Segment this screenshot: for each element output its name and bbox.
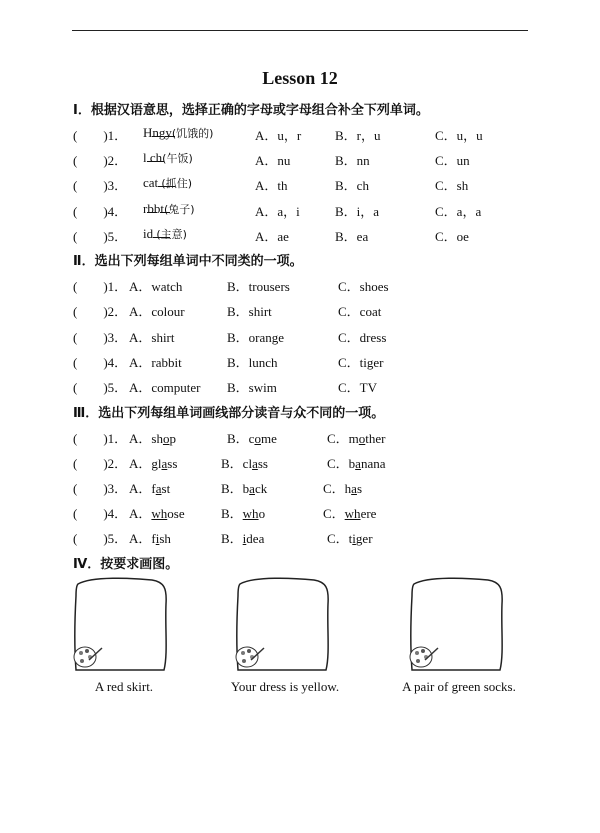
question-number: ( )1． <box>73 431 128 446</box>
option-c: C．TV <box>338 380 378 395</box>
caption-3: A pair of green socks. <box>402 679 516 694</box>
option-a: A．glass <box>129 456 178 471</box>
option-c: C．has <box>323 481 363 496</box>
question-number: ( )2． <box>73 153 128 168</box>
option-b: B．class <box>221 456 268 471</box>
option-c: C．tiger <box>338 355 384 370</box>
section-4-heading: Ⅳ．按要求画图。 <box>73 557 179 572</box>
question-number: ( )1． <box>73 279 128 294</box>
option-c: C．u，u <box>435 128 483 143</box>
palette-icon <box>236 647 264 667</box>
question-number: ( )4． <box>73 204 128 219</box>
option-b: B．idea <box>221 531 265 546</box>
option-c: C．sh <box>435 178 469 193</box>
option-b: B．shirt <box>227 304 272 319</box>
option-b: B．i，a <box>335 204 380 219</box>
question-number: ( )3． <box>73 178 128 193</box>
option-c: C．shoes <box>338 279 389 294</box>
section-2-heading: Ⅱ．选出下列每组单词中不同类的一项。 <box>73 254 303 269</box>
question-number: ( )4． <box>73 506 128 521</box>
option-c: C．a，a <box>435 204 482 219</box>
question-number: ( )3． <box>73 481 128 496</box>
option-b: B．who <box>221 506 266 521</box>
page-title: Lesson 12 <box>262 68 338 88</box>
drawing-frame-2[interactable] <box>234 574 330 672</box>
option-b: B．trousers <box>227 279 290 294</box>
option-a: A．nu <box>255 153 291 168</box>
option-c: C．un <box>435 153 470 168</box>
option-b: B．orange <box>227 330 285 345</box>
option-a: A．rabbit <box>129 355 182 370</box>
option-b: B．swim <box>227 380 277 395</box>
palette-icon <box>74 647 102 667</box>
option-b: B．r，u <box>335 128 381 143</box>
question-number: ( )4． <box>73 355 128 370</box>
option-a: A．watch <box>129 279 183 294</box>
question-word: id (主意) <box>143 226 187 241</box>
option-a: A．computer <box>129 380 201 395</box>
question-number: ( )2． <box>73 456 128 471</box>
option-b: B．come <box>227 431 277 446</box>
question-number: ( )5． <box>73 229 128 244</box>
option-a: A．fish <box>129 531 171 546</box>
question-word: H ng y(饥饿的) <box>143 125 214 140</box>
question-number: ( )1． <box>73 128 128 143</box>
option-a: A．u，r <box>255 128 302 143</box>
option-b: B．nn <box>335 153 370 168</box>
option-c: C．where <box>323 506 377 521</box>
option-c: C．oe <box>435 229 469 244</box>
option-a: A．shop <box>129 431 176 446</box>
option-a: A．a，i <box>255 204 300 219</box>
question-number: ( )3． <box>73 330 128 345</box>
section-3-heading: Ⅲ．选出下列每组单词画线部分读音与众不同的一项。 <box>73 406 385 421</box>
option-c: C．tiger <box>327 531 373 546</box>
caption-2: Your dress is yellow. <box>230 679 340 694</box>
option-a: A．fast <box>129 481 171 496</box>
question-word: r bb t(兔子) <box>143 201 195 216</box>
caption-1: A red skirt. <box>94 679 154 694</box>
palette-icon <box>410 647 438 667</box>
option-b: B．back <box>221 481 268 496</box>
option-c: C．banana <box>327 456 386 471</box>
drawing-frame-1[interactable] <box>72 574 168 672</box>
question-number: ( )2． <box>73 304 128 319</box>
option-a: A．colour <box>129 304 185 319</box>
question-word: l ch(午饭) <box>143 150 193 165</box>
question-number: ( )5． <box>73 380 128 395</box>
option-a: A．ae <box>255 229 289 244</box>
section-1-heading: I．根据汉语意思，选择正确的字母或字母组合补全下列单词。 <box>73 103 429 118</box>
option-b: B．lunch <box>227 355 278 370</box>
drawing-frame-3[interactable] <box>408 574 504 672</box>
option-c: C．dress <box>338 330 387 345</box>
option-c: C．mother <box>327 431 386 446</box>
option-c: C．coat <box>338 304 382 319</box>
question-word: cat (抓住) <box>143 175 192 190</box>
option-a: A．shirt <box>129 330 175 345</box>
option-b: B．ea <box>335 229 369 244</box>
question-number: ( )5． <box>73 531 128 546</box>
option-a: A．whose <box>129 506 185 521</box>
option-b: B．ch <box>335 178 369 193</box>
option-a: A．th <box>255 178 288 193</box>
top-rule <box>72 30 528 31</box>
